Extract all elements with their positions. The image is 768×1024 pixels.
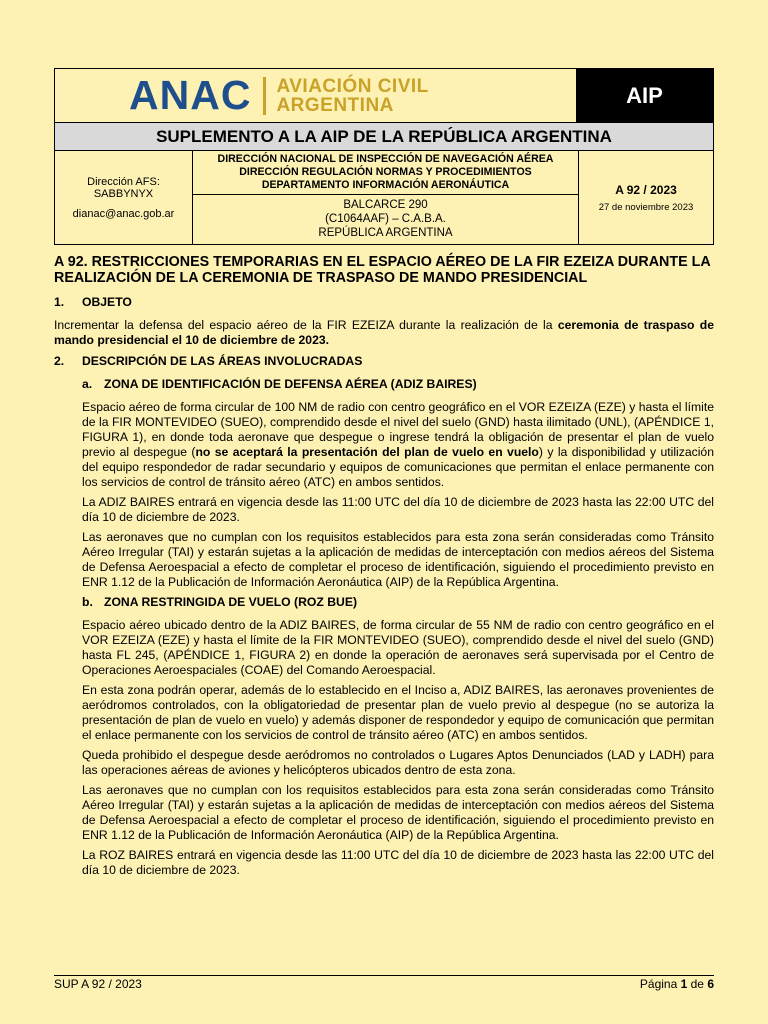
paragraph [82,400,714,490]
total-pages: 6 [707,977,714,991]
section-title: OBJETO [82,295,132,309]
address-line: REPÚBLICA ARGENTINA [318,227,453,239]
org-line: DIRECCIÓN NACIONAL DE INSPECCIÓN DE NAVEGACIÓN AÉREA [217,153,554,165]
page-footer [54,975,714,991]
subsection-heading [82,377,714,392]
document-title: A 92. RESTRICCIONES TEMPORARIAS EN EL ESPACIO AÉREO DE LA FIR EZEIZA DURANTE LA REALIZACIÓN DE LA CEREMONIA DE TRASPASO DE MANDO PRESIDENCIAL [54,254,711,286]
subsection-title: ZONA DE IDENTIFICACIÓN DE DEFENSA AÉREA (ADIZ BAIRES) [104,377,477,391]
document-header [54,68,714,245]
aip-label: AIP [576,69,713,122]
paragraph: En esta zona podrán operar, además de lo establecido en el Inciso a, ADIZ BAIRES, las aeronaves provenientes de aeródromos controlados, con la obligatoriedad de presentar plan de vuelo previo al despegue (no se autoriza la presentación de plan de vuelo en vuelo) y además disponer de respondedor y equipo de comunicación que permitan el enlace permanente con los servicios de control de tránsito aéreo (ATC) en ambos sentidos. [82,683,714,742]
logo-text: ANAC [129,72,252,118]
section-heading [54,354,714,369]
section-number: 2. [54,354,65,368]
logo-subtitle [276,77,428,115]
page-number [640,977,714,991]
section-heading [54,295,714,310]
org-line: DIRECCIÓN REGULACIÓN NORMAS Y PROCEDIMIENTOS [239,166,532,178]
organization-cell [193,151,579,244]
text-run: Espacio aéreo de forma circular de 100 NM de radio con centro geográfico en el VOR EZEIZA (EZE) y hasta el límite de la FIR MONTEVIDEO (SUEO), comprendido desde el nivel del suelo (GND) hasta ilimitado (UNL), (APÉNDICE 1, FIGURA 1), en donde toda aeronave que despegue o ingrese tendrá la obligación de presentar el plan de vuelo previo al despegue ( [82,400,714,459]
paragraph: Las aeronaves que no cumplan con los requisitos establecidos para esta zona serán consideradas como Tránsito Aéreo Irregular (TAI) y estarán sujetas a la aplicación de medidas de interceptación con medios aéreos del Sistema de Defensa Aeroespacial a efecto de completar el proceso de identificación, siguiendo el procedimiento previsto en ENR 1.12 de la Publicación de Información Aeronáutica (AIP) de la República Argentina. [82,530,714,589]
reference-date: 27 de noviembre 2023 [598,201,694,213]
paragraph: Queda prohibido el despegue desde aeródromos no controlados o Lugares Aptos Denunciados (LAD y LADH) para las operaciones aéreas de aviones y helicópteros ubicados dentro de esta zona. [82,748,714,777]
document-page [54,68,714,883]
organization-names [193,151,578,195]
section-title: DESCRIPCIÓN DE LAS ÁREAS INVOLUCRADAS [82,354,363,368]
postal-address [193,195,578,244]
subsection-number: b. [82,595,93,609]
paragraph: Espacio aéreo ubicado dentro de la ADIZ BAIRES, de forma circular de 55 NM de radio con centro geográfico en el VOR EZEIZA (EZE) y hasta el límite de la FIR MONTEVIDEO (SUEO), comprendido desde el nivel del suelo (GND) hasta FL 245, (APÉNDICE 1, FIGURA 2) en donde la operación de aeronaves será supervisada por el Centro de Operaciones Aeroespaciales (COAE) del Comando Aeroespacial. [82,618,714,677]
logo-divider [263,77,266,115]
paragraph [54,318,714,348]
text-run: Incrementar la defensa del espacio aéreo de la FIR EZEIZA durante la realización de la [54,318,558,332]
afs-contact-cell [55,151,193,244]
section-number: 1. [54,295,65,309]
document-body [54,254,714,878]
afs-address: SABBYNYX [93,187,154,200]
paragraph: La ROZ BAIRES entrará en vigencia desde las 11:00 UTC del día 10 de diciembre de 2023 hasta las 22:00 UTC del día 10 de diciembre de 2023. [82,848,714,877]
page-label: Página [639,977,681,991]
text-run: ) y la disponibilidad y utilización del equipo respondedor de radar secundario y equipos de comunicaciones que permitan el enlace permanente con los servicios de control de tránsito aéreo (ATC) en ambos sentidos. [82,445,714,489]
email-address: dianac@anac.gob.ar [72,207,175,220]
address-line: (C1064AAF) – C.A.B.A. [325,213,446,225]
org-line: DEPARTAMENTO INFORMACIÓN AERONÁUTICA [261,179,510,191]
footer-document-id: SUP A 92 / 2023 [54,977,142,991]
supplement-title: SUPLEMENTO A LA AIP DE LA REPÚBLICA ARGENTINA [55,123,713,151]
address-line: BALCARCE 290 [343,199,428,211]
anac-logo [55,69,576,122]
reference-number: A 92 / 2023 [615,182,677,197]
reference-cell [579,151,713,244]
subsection-title: ZONA RESTRINGIDA DE VUELO (ROZ BUE) [104,595,358,609]
paragraph: La ADIZ BAIRES entrará en vigencia desde las 11:00 UTC del día 10 de diciembre de 2023 hasta las 22:00 UTC del día 10 de diciembre de 2023. [82,495,714,524]
bold-text-run: no se aceptará la presentación del plan de vuelo en vuelo [195,445,539,459]
bold-text-run: ceremonia de traspaso de mando presidencial el 10 de diciembre de 2023. [54,318,715,347]
current-page: 1 [680,977,688,991]
paragraph: Las aeronaves que no cumplan con los requisitos establecidos para esta zona serán consideradas como Tránsito Aéreo Irregular (TAI) y estarán sujetas a la aplicación de medidas de interceptación con medios aéreos del Sistema de Defensa Aeroespacial a efecto de completar el proceso de identificación, siguiendo el procedimiento previsto en ENR 1.12 de la Publicación de Información Aeronáutica (AIP) de la República Argentina. [82,783,714,842]
logo-subtitle-line1: AVIACIÓN CIVIL [276,75,429,97]
logo-subtitle-line2: ARGENTINA [276,94,394,116]
subsection-heading [82,595,714,610]
page-separator: de [687,977,708,991]
subsection-number: a. [82,377,93,391]
afs-label: Dirección AFS: [87,175,160,188]
